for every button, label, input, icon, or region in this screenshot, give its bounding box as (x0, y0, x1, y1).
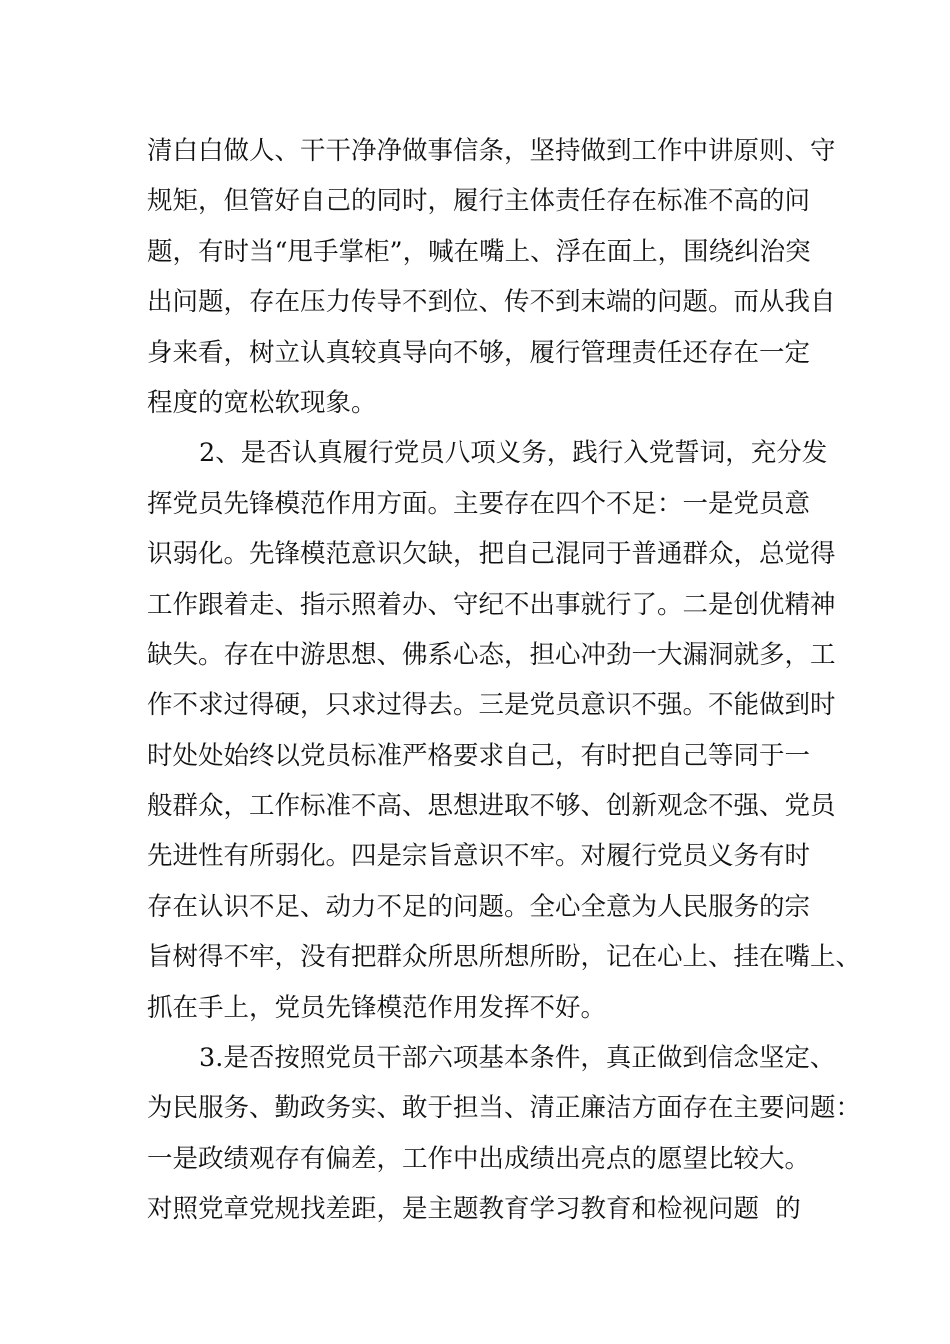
text-line: 一是政绩观存有偏差，工作中出成绩出亮点的愿望比较大。 (147, 1143, 811, 1174)
text-line: 挥党员先锋模范作用方面。主要存在四个不足：一是党员意 (147, 488, 811, 519)
text-line: 题，有时当“甩手掌柜”，喊在嘴上、浮在面上，围绕纠治突 (147, 236, 811, 267)
text-line: 规矩，但管好自己的同时，履行主体责任存在标准不高的问 (147, 186, 811, 217)
body-text (147, 126, 862, 1235)
paragraph-start-line: 2、是否认真履行党员八项义务，践行入党誓词，充分发 (199, 438, 828, 469)
text-line: 先进性有所弱化。四是宗旨意识不牢。对履行党员义务有时 (147, 841, 811, 872)
text-line: 时处处始终以党员标准严格要求自己，有时把自己等同于一 (147, 740, 811, 771)
text-line: 对照党章党规找差距，是主题教育学习教育和检视问题 的 (147, 1194, 801, 1225)
text-line: 作不求过得硬，只求过得去。三是党员意识不强。不能做到时 (147, 690, 836, 721)
text-line: 工作跟着走、指示照着办、守纪不出事就行了。二是创优精神 (147, 589, 836, 620)
text-line: 旨树得不牢，没有把群众所思所想所盼，记在心上、挂在嘴上、 (147, 942, 862, 973)
text-line: 清白白做人、干干净净做事信条，坚持做到工作中讲原则、守 (147, 136, 836, 166)
paragraph-start-line: 3.是否按照党员干部六项基本条件，真正做到信念坚定、 (199, 1043, 836, 1074)
text-line: 出问题，存在压力传导不到位、传不到末端的问题。而从我自 (147, 287, 836, 318)
text-line: 为民服务、勤政务实、敢于担当、清正廉洁方面存在主要问题： (147, 1093, 862, 1124)
text-line: 身来看，树立认真较真导向不够，履行管理责任还存在一定 (147, 337, 811, 368)
text-line: 缺失。存在中游思想、佛系心态，担心冲劲一大漏洞就多，工 (147, 639, 836, 670)
text-line: 程度的宽松软现象。 (147, 387, 377, 418)
text-line: 抓在手上，党员先锋模范作用发挥不好。 (147, 992, 607, 1023)
text-line: 般群众，工作标准不高、思想进取不够、创新观念不强、党员 (147, 791, 836, 822)
text-line: 存在认识不足、动力不足的问题。全心全意为人民服务的宗 (147, 891, 811, 922)
text-line: 识弱化。先锋模范意识欠缺，把自己混同于普通群众，总觉得 (147, 539, 836, 570)
